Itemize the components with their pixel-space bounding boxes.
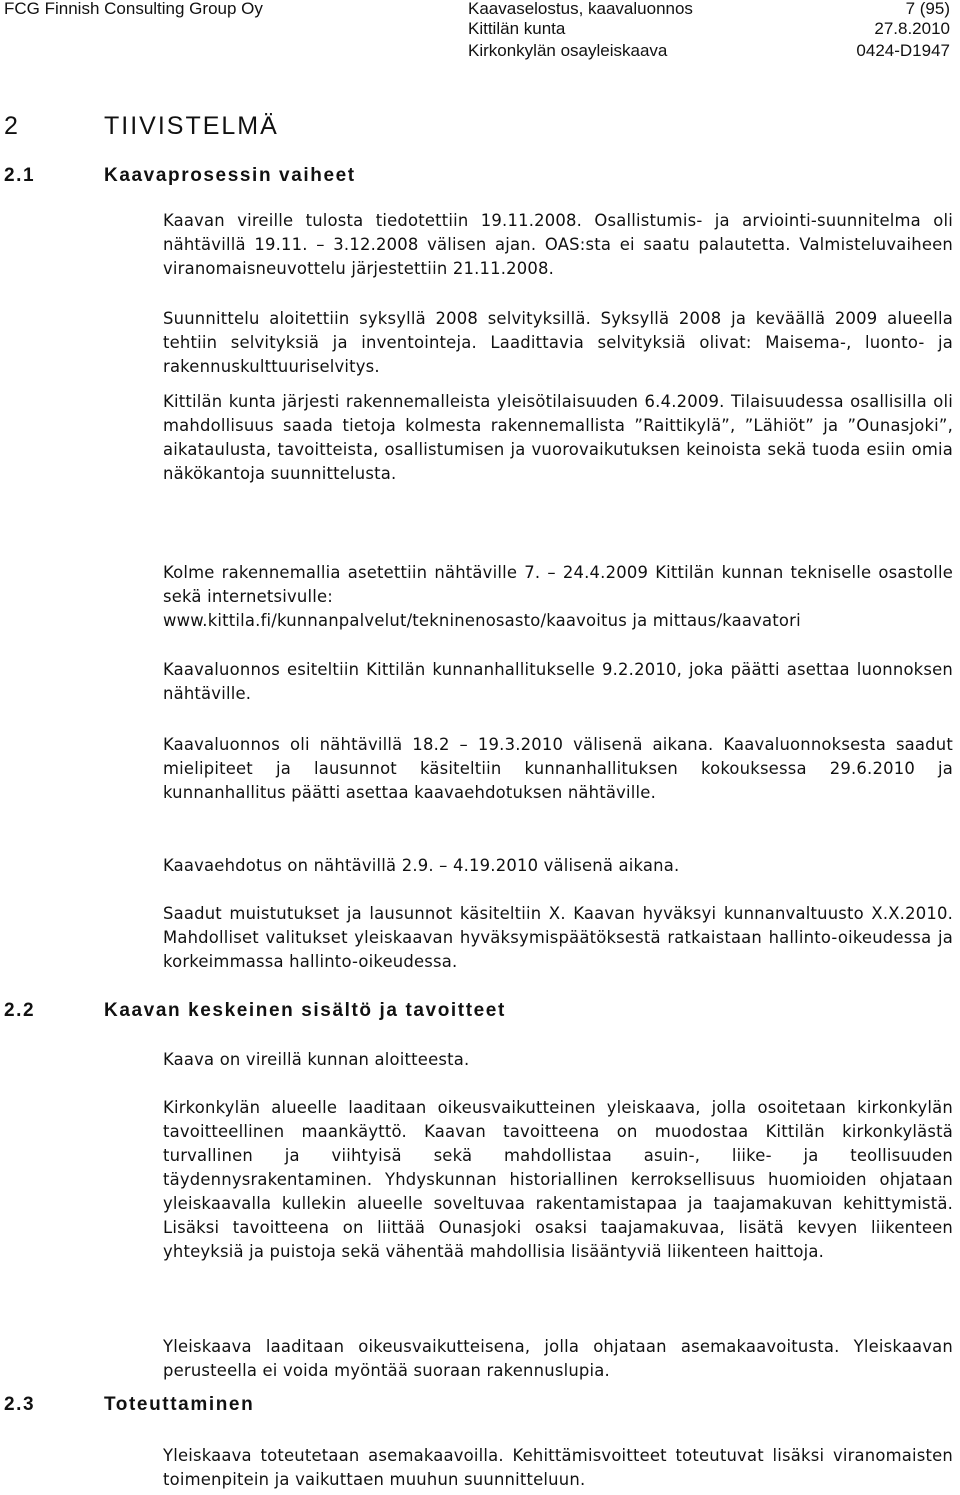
section-heading [4, 1000, 506, 1022]
section-heading [4, 1394, 254, 1416]
section-title: Toteuttaminen [104, 1394, 255, 1415]
paragraph: Kaavaluonnos oli nähtävillä 18.2 – 19.3.2010 välisenä aikana. Kaavaluonnoksesta saadut mielipiteet ja lausunnot käsiteltiin kunnanhallituksen kokouksessa 29.6.2010 ja kunnanhallitus päätti asettaa kaavaehdotuksen nähtäville. [163, 735, 953, 802]
section-number: 2.1 [4, 165, 36, 186]
paragraph: Kolme rakennemallia asetettiin nähtäville 7. – 24.4.2009 Kittilän kunnan tekniselle osastolle sekä internetsivulle: [163, 563, 953, 606]
link-text: www.kittila.fi/kunnanpalvelut/tekninenosasto/kaavoitus ja mittaus/kaavatori [163, 611, 801, 630]
header-date: 27.8.2010 [874, 19, 950, 38]
header-municipality: Kittilän kunta [468, 19, 566, 38]
paragraph: Saadut muistutukset ja lausunnot käsiteltiin X. Kaavan hyväksyi kunnanvaltuusto X.X.2010. Mahdolliset valitukset yleiskaavan hyväksymispäätöksestä ratkaistaan hallinto-oikeudessa ja korkeimmassa hallinto-oikeudessa. [163, 904, 953, 971]
paragraph: Kaavaehdotus on nähtävillä 2.9. – 4.19.2010 välisenä aikana. [163, 856, 680, 875]
section-title: Kaavaprosessin vaiheet [104, 165, 356, 186]
section-title: Kaavan keskeinen sisältö ja tavoitteet [104, 1000, 506, 1021]
page-header [0, 0, 960, 75]
chapter-number: 2 [4, 112, 20, 140]
paragraph: Yleiskaava laaditaan oikeusvaikutteisena, jolla ohjataan asemakaavoitusta. Yleiskaavan perusteella ei voida myöntää suoraan rakennuslupia. [163, 1337, 953, 1380]
chapter-heading [4, 112, 279, 141]
header-document-id: 0424-D1947 [856, 41, 950, 60]
paragraph: Kaava on vireillä kunnan aloitteesta. [163, 1050, 470, 1069]
paragraph: Yleiskaava toteutetaan asemakaavoilla. Kehittämisvoitteet toteutuvat lisäksi viranomaisten toimenpitein ja vaikuttaen muuhun suunnitteluun. [163, 1446, 953, 1489]
header-plan-name: Kirkonkylän osayleiskaava [468, 41, 668, 60]
paragraph: Kirkonkylän alueelle laaditaan oikeusvaikutteinen yleiskaava, jolla osoitetaan kirkonkylän tavoitteellinen maankäyttö. Kaavan tavoitteena on muodostaa Kittilän kirkonkylästä turvallinen ja viihtyisä sekä mahdollistaa asuin-, liike- ja teollisuuden täydennysrakentaminen. Yhdyskunnan historiallinen kerroksellisuus huomioiden ohjataan yleiskaavalla kullekin alueelle soveltuvaa rakentamistapaa ja taajamakuvan kehittymistä. Lisäksi tavoitteena on liittää Ounasjoki osaksi taajamakuvaa, lisätä kevyen liikenteen yhteyksiä ja puistoja sekä vähentää mahdollisia lisääntyviä liikenteen haittoja. [163, 1098, 953, 1261]
section-number: 2.3 [4, 1394, 36, 1415]
header-page-number: 7 (95) [905, 0, 950, 18]
header-document-type: Kaavaselostus, kaavaluonnos [468, 0, 693, 18]
section-number: 2.2 [4, 1000, 36, 1021]
paragraph: Suunnittelu aloitettiin syksyllä 2008 selvityksillä. Syksyllä 2008 ja keväällä 2009 alueella tehtiin selvityksiä ja inventointeja. Laadittavia selvityksiä olivat: Maisema-, luonto- ja rakennuskulttuuriselvitys. [163, 309, 953, 376]
header-company: FCG Finnish Consulting Group Oy [4, 0, 263, 18]
section-heading [4, 165, 356, 187]
paragraph: Kaavaluonnos esiteltiin Kittilän kunnanhallitukselle 9.2.2010, joka päätti asettaa luonnoksen nähtäville. [163, 660, 953, 703]
chapter-title: TIIVISTELMÄ [104, 112, 279, 140]
paragraph: Kittilän kunta järjesti rakennemalleista yleisötilaisuuden 6.4.2009. Tilaisuudessa osallisilla oli mahdollisuus saada tietoja kolmesta rakennemallista ”Raittikylä”, ”Lähiöt” ja ”Ounasjoki”, aikataulusta, tavoitteista, osallistumisen ja vuorovaikutuksen keinoista sekä tuoda esiin omia näkökantoja suunnittelusta. [163, 392, 953, 483]
paragraph: Kaavan vireille tulosta tiedotettiin 19.11.2008. Osallistumis- ja arviointi-suunnitelma oli nähtävillä 19.11. – 3.12.2008 välisen ajan. OAS:sta ei saatu palautetta. Valmisteluvaiheen viranomaisneuvottelu järjestettiin 21.11.2008. [163, 211, 953, 278]
